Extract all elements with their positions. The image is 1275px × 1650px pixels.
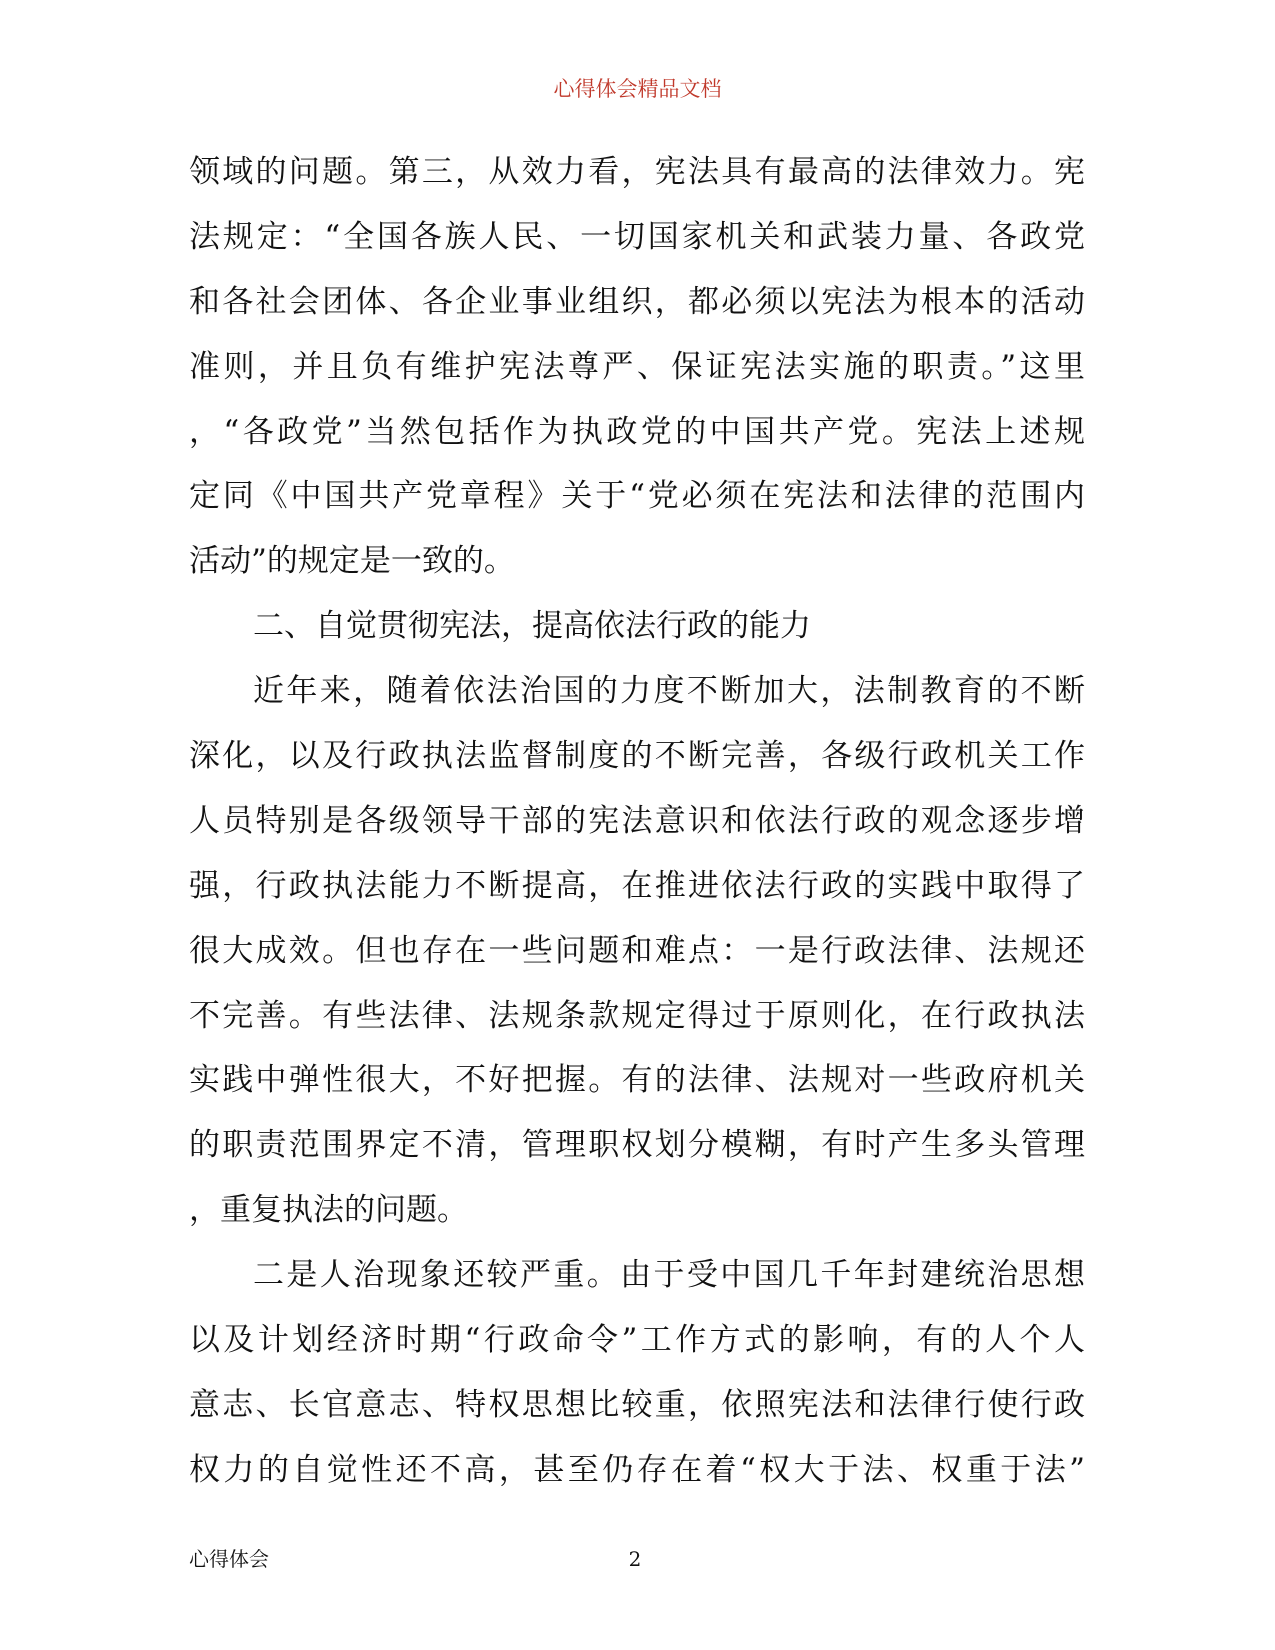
page-header-title: 心得体会精品文档 bbox=[553, 77, 722, 101]
text-line: 定同《中国共产党章程》关于“党必须在宪法和法律的范围内 bbox=[189, 478, 1085, 515]
text-line: 和各社会团体、各企业事业组织，都必须以宪法为根本的活动 bbox=[189, 283, 1085, 320]
text-line: 实践中弹性很大，不好把握。有的法律、法规对一些政府机关 bbox=[189, 1062, 1085, 1099]
document-body bbox=[189, 140, 1085, 1503]
text-line: 意志、长官意志、特权思想比较重，依照宪法和法律行使行政 bbox=[189, 1386, 1085, 1423]
text-line: ，“各政党”当然包括作为执政党的中国共产党。宪法上述规 bbox=[189, 413, 1085, 450]
text-line: 的职责范围界定不清，管理职权划分模糊，有时产生多头管理 bbox=[189, 1127, 1085, 1164]
text-line: 不完善。有些法律、法规条款规定得过于原则化，在行政执法 bbox=[189, 997, 1085, 1034]
text-line: 近年来，随着依法治国的力度不断加大，法制教育的不断 bbox=[253, 673, 1085, 710]
text-line: 权力的自觉性还不高，甚至仍存在着“权大于法、权重于法” bbox=[189, 1451, 1085, 1488]
page-number: 2 bbox=[628, 1547, 642, 1571]
text-line: 以及计划经济时期“行政命令”工作方式的影响，有的人个人 bbox=[189, 1322, 1085, 1359]
text-line: 法规定：“全国各族人民、一切国家机关和武装力量、各政党 bbox=[189, 218, 1085, 255]
text-line: 很大成效。但也存在一些问题和难点：一是行政法律、法规还 bbox=[189, 932, 1085, 969]
text-line: 人员特别是各级领导干部的宪法意识和依法行政的观念逐步增 bbox=[189, 802, 1085, 839]
text-line: 领域的问题。第三，从效力看，宪法具有最高的法律效力。宪 bbox=[189, 154, 1085, 190]
footer-label: 心得体会 bbox=[189, 1547, 269, 1571]
text-line: 活动”的规定是一致的。 bbox=[189, 543, 515, 580]
text-line: 强，行政执法能力不断提高，在推进依法行政的实践中取得了 bbox=[189, 867, 1085, 904]
text-line: 深化，以及行政执法监督制度的不断完善，各级行政机关工作 bbox=[189, 738, 1085, 775]
section-heading: 二、自觉贯彻宪法，提高依法行政的能力 bbox=[253, 608, 811, 645]
text-line: ，重复执法的问题。 bbox=[189, 1192, 468, 1229]
text-line: 二是人治现象还较严重。由于受中国几千年封建统治思想 bbox=[253, 1257, 1085, 1294]
text-line: 准则，并且负有维护宪法尊严、保证宪法实施的职责。”这里 bbox=[189, 348, 1085, 385]
